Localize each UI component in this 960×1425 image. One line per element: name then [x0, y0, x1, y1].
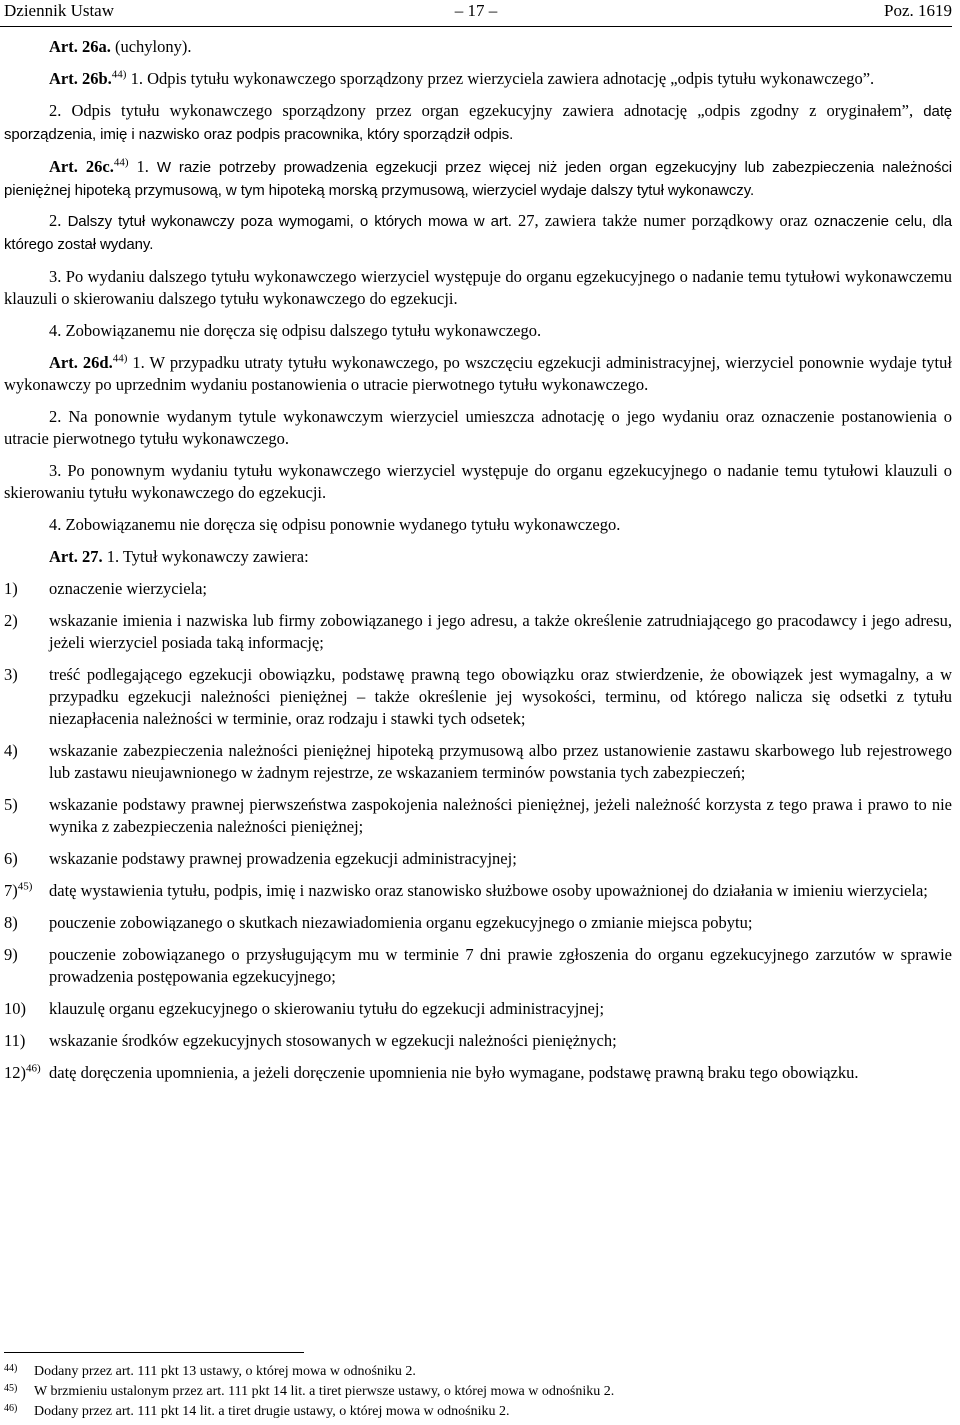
list-item [4, 848, 952, 870]
list-item-number [4, 1062, 49, 1084]
list-item-num: 10) [4, 999, 26, 1018]
list-item-number [4, 578, 49, 600]
list-item [4, 610, 952, 654]
list-item-text: wskazanie środków egzekucyjnych stosowanych w egzekucji należności pieniężnych; [49, 1031, 617, 1050]
art-26d-label: Art. 26d. [49, 353, 113, 372]
art-26d-footnote-ref[interactable]: 44) [112, 352, 128, 365]
art-26d-p4: 4. Zobowiązanemu nie doręcza się odpisu ponownie wydanego tytułu wykonawczego. [49, 515, 621, 534]
art-26c-p2-text-c: 27, zawiera także numer porządkowy oraz [511, 211, 814, 230]
list-item-text: wskazanie podstawy prawnej prowadzenia egzekucji administracyjnej; [49, 849, 517, 868]
art-26c-p2-text-d: oznaczenie celu, dla którego został wydany. [4, 213, 952, 253]
list-item [4, 740, 952, 784]
art-26c-p4: 4. Zobowiązanemu nie doręcza się odpisu dalszego tytułu wykonawczego. [49, 321, 542, 340]
footnote-separator [4, 1352, 304, 1353]
art-26c-p1-text-a: 1. [128, 157, 157, 176]
art-26d-p1 [4, 352, 952, 396]
art-26d-p2: 2. Na ponownie wydanym tytule wykonawczym wierzyciel umieszcza adnotację o jego wydaniu oraz oznaczenie postanowienia o utracie pierwotnego tytułu wykonawczego. [4, 407, 952, 448]
footnote [4, 1382, 952, 1402]
list-item-text: wskazanie zabezpieczenia należności pieniężnej hipoteką przymusową albo przez ustanowienie zastawu skarbowego lub rejestrowego lub zastawu nieujawnionego w żadnym rejestrze, ze wskazaniem terminów powstania tych zabezpieczeń; [49, 741, 952, 782]
list-item-num: 11) [4, 1031, 26, 1050]
art-26a-text: (uchylony). [110, 37, 192, 56]
page-header [0, 0, 952, 27]
list-item-number [4, 880, 49, 902]
footnote-text: Dodany przez art. 111 pkt 13 ustawy, o której mowa w odnośniku 2. [34, 1364, 416, 1379]
footnote-text: Dodany przez art. 111 pkt 14 lit. a tiret drugie ustawy, o której mowa w odnośniku 2. [34, 1404, 510, 1419]
list-item-num: 3) [4, 665, 18, 684]
list-item-number [4, 912, 49, 934]
list-item-text: wskazanie imienia i nazwiska lub firmy zobowiązanego i jego adresu, a także określenie zatrudniającego go pracodawcy i jego adresu, jeżeli wierzyciel posiada taką informację; [49, 611, 952, 652]
art-26b-p1 [4, 68, 952, 90]
list-item-number [4, 610, 49, 654]
position-number: Poz. 1619 [884, 1, 952, 20]
page-number: – 17 – [454, 1, 498, 20]
list-item-number [4, 740, 49, 784]
list-item-number [4, 944, 49, 988]
list-item [4, 998, 952, 1020]
art-26c-p2-text-a: 2. [49, 211, 68, 230]
art-26c-p1 [4, 156, 952, 202]
list-item-num: 1) [4, 579, 18, 598]
list-item-text: klauzulę organu egzekucyjnego o skierowaniu tytułu do egzekucji administracyjnej; [49, 999, 605, 1018]
journal-title: Dziennik Ustaw [4, 1, 115, 20]
list-item-number [4, 664, 49, 730]
list-item-num: 2) [4, 611, 18, 630]
list-item-num: 6) [4, 849, 18, 868]
list-item [4, 880, 952, 902]
footnote-number: 46) [4, 1403, 18, 1414]
art-27-intro [4, 546, 952, 568]
list-item-num: 5) [4, 795, 18, 814]
list-item-number [4, 794, 49, 838]
art-26a-label: Art. 26a. [49, 37, 111, 56]
footnotes [4, 1362, 952, 1422]
document-body [4, 36, 952, 1084]
art-26b-p2-text-a: 2. Odpis tytułu wykonawczego sporządzony przez organ egzekucyjny zawiera adnotację „odpis zgodny z oryginałem”, [49, 101, 924, 120]
art-26c-p2 [4, 210, 952, 256]
art-26d-p1-text: 1. W przypadku utraty tytułu wykonawczego, po wszczęciu egzekucji administracyjnej, wierzyciel ponownie wydaje tytuł wykonawczy po uprzednim wydaniu postanowienia o utracie pierwotnego tytułu wykonawczego. [4, 353, 952, 394]
list-item [4, 912, 952, 934]
art-26c-p2-text-b: Dalszy tytuł wykonawczy poza wymogami, o których mowa w art. [67, 213, 512, 230]
list-item-footnote-ref[interactable]: 46) [26, 1062, 41, 1075]
art-26c-p1-text-b: W razie potrzeby prowadzenia egzekucji przez więcej niż jeden organ egzekucyjny lub zabezpieczenia należności pieniężnej hipoteką przymusową, w tym hipoteką morską przymusową, wierzyciel wydaje dalszy tytuł wykonawczy. [4, 159, 952, 199]
list-item-footnote-ref[interactable]: 45) [17, 880, 33, 893]
footnote [4, 1362, 952, 1382]
list-item [4, 1030, 952, 1052]
art-26b-p2 [4, 100, 952, 146]
footnote [4, 1402, 952, 1422]
art-26c-p3: 3. Po wydaniu dalszego tytułu wykonawczego wierzyciel występuje do organu egzekucyjnego o nadanie temu tytułowi wykonawczemu klauzuli o skierowaniu dalszego tytułu wykonawczego do egzekucji. [4, 267, 952, 308]
list-item-num: 8) [4, 913, 18, 932]
footnote-text: W brzmieniu ustalonym przez art. 111 pkt 14 lit. a tiret pierwsze ustawy, o której mowa w odnośniku 2. [34, 1384, 615, 1399]
art-26d-p3: 3. Po ponownym wydaniu tytułu wykonawczego wierzyciel występuje do organu egzekucyjnego o nadanie temu tytułowi klauzuli o skierowaniu tytułu wykonawczego do egzekucji. [4, 461, 952, 502]
list-item-num: 12) [4, 1063, 26, 1082]
list-item-number [4, 1030, 49, 1052]
list-item-number [4, 848, 49, 870]
list-item [4, 578, 952, 600]
art-26b-label: Art. 26b. [49, 69, 112, 88]
art-27-intro-text: 1. Tytuł wykonawczy zawiera: [102, 547, 309, 566]
art-26a [4, 36, 952, 58]
list-item-num: 4) [4, 741, 18, 760]
list-item-text: pouczenie zobowiązanego o skutkach niezawiadomienia organu egzekucyjnego o zmianie miejsca pobytu; [49, 913, 753, 932]
list-item-num: 9) [4, 945, 18, 964]
list-item [4, 944, 952, 988]
footnote-number: 45) [4, 1383, 18, 1394]
list-item [4, 794, 952, 838]
footnote-number: 44) [4, 1363, 18, 1374]
list-item-text: pouczenie zobowiązanego o przysługującym mu w terminie 7 dni prawie zgłoszenia do organu egzekucyjnego zarzutów w sprawie prowadzenia postępowania egzekucyjnego; [49, 945, 952, 986]
art-26b-p1-text: 1. Odpis tytułu wykonawczego sporządzony przez wierzyciela zawiera adnotację „odpis tytułu wykonawczego”. [126, 69, 875, 88]
art-27-list [4, 578, 952, 1084]
list-item [4, 1062, 952, 1084]
art-26b-footnote-ref[interactable]: 44) [111, 68, 127, 81]
list-item-text: datę wystawienia tytułu, podpis, imię i nazwisko oraz stanowisko służbowe osoby upoważnionej do działania w imieniu wierzyciela; [49, 881, 928, 900]
art-26c-label: Art. 26c. [49, 157, 114, 176]
list-item-text: treść podlegającego egzekucji obowiązku, podstawę prawną tego obowiązku oraz stwierdzenie, że obowiązek jest wymagalny, a w przypadku egzekucji należności pieniężnej – także określenie jej wysokości, terminu, od którego nalicza się odsetki z tytułu niezapłacenia należności w terminie, oraz rodzaju i stawki tych odsetek; [49, 665, 952, 728]
list-item-text: wskazanie podstawy prawnej pierwszeństwa zaspokojenia należności pieniężnej, jeżeli należność korzysta z tego prawa i prawo to nie wynika z zabezpieczenia należności pieniężnej; [49, 795, 952, 836]
list-item-number [4, 998, 49, 1020]
art-27-label: Art. 27. [49, 547, 103, 566]
list-item-text: oznaczenie wierzyciela; [49, 579, 208, 598]
art-26c-footnote-ref[interactable]: 44) [113, 156, 129, 169]
list-item [4, 664, 952, 730]
list-item-text: datę doręczenia upomnienia, a jeżeli doręczenie upomnienia nie było wymagane, podstawę prawną braku tego obowiązku. [49, 1063, 859, 1082]
art-26b-p2-text-b: datę sporządzenia, imię i nazwisko oraz podpis pracownika, który sporządził odpis. [4, 103, 952, 143]
list-item-num: 7) [4, 881, 18, 900]
